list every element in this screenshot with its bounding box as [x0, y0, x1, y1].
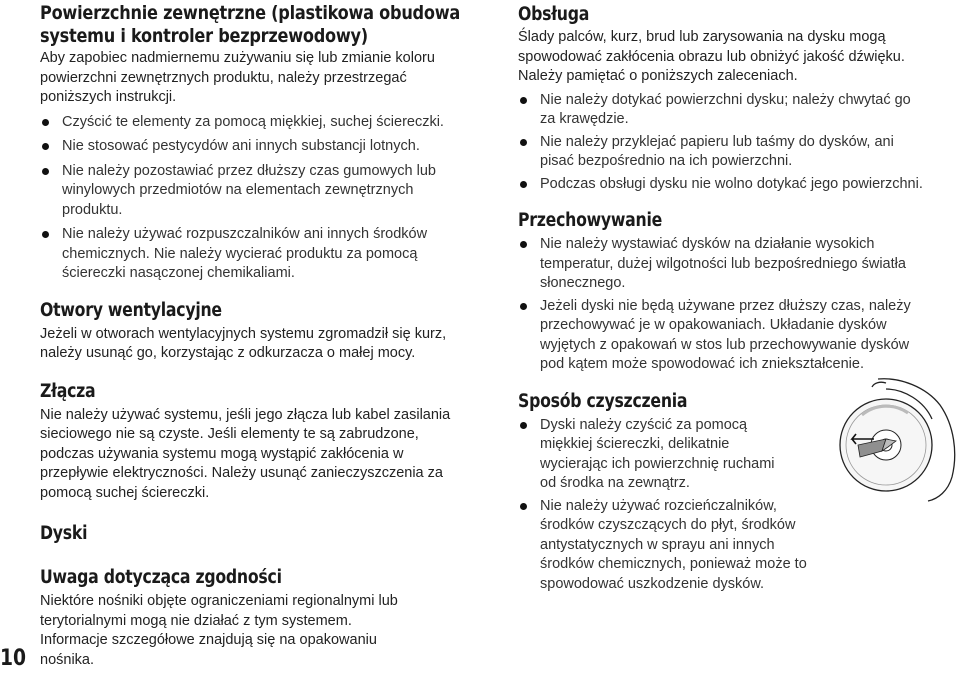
bullet-icon [520, 503, 527, 510]
list-item: Dyski należy czyścić za pomocą miękkiej ściereczki, delikatnie wycierając ich powierzchnię ruchami od środka na zewnątrz. [518, 416, 790, 494]
bullet-icon [520, 422, 527, 429]
exterior-heading-line-2: systemu i kontroler bezprzewodowy) [40, 25, 368, 47]
list-item: Nie należy przyklejać papieru lub taśmy do dysków, ani pisać bezpośrednio na ich powierzchni. [518, 133, 925, 172]
list-item: Nie należy pozostawiać przez dłuższy czas gumowych lub winylowych przedmiotów na elementach zewnętrznych produktu. [40, 162, 455, 221]
list-item: Nie należy dotykać powierzchni dysku; należy chwytać go za krawędzie. [518, 91, 925, 130]
bullet-icon [42, 231, 49, 238]
exterior-surfaces-heading [40, 2, 461, 48]
handling-bullet-list [518, 91, 943, 195]
exterior-heading-line-1: Powierzchnie zewnętrzne (plastikowa obudowa [40, 2, 461, 24]
list-item: Jeżeli dyski nie będą używane przez dłuższy czas, należy przechowywać je w opakowaniach. Układanie dysków wyjętych z opakowań w stos lub przechowywanie dysków pod kątem może spowodować ich zniekształcenie. [518, 297, 923, 375]
bullet-icon [520, 97, 527, 104]
list-item: Podczas obsługi dysku nie wolno dotykać jego powierzchni. [518, 175, 943, 195]
discs-heading: Dyski [40, 523, 88, 544]
bullet-icon [42, 119, 49, 126]
handling-text: Ślady palców, kurz, brud lub zarysowania na dysku mogą spowodować zakłócenia obrazu lub obniżyć jakość dźwięku. Należy pamiętać o poniższych zaleceniach. [518, 29, 905, 84]
list-item: Nie należy używać rozcieńczalników, środków czyszczących do płyt, środków antystatycznych w sprayu ani innych środków chemicznych, ponieważ może to spowodować uszkodzenie dysków. [518, 497, 810, 595]
cleaning-heading: Sposób czyszczenia [518, 390, 688, 412]
storage-heading: Przechowywanie [518, 210, 663, 231]
handling-heading: Obsługa [518, 4, 590, 25]
left-column [40, 0, 480, 670]
bullet-icon [520, 303, 527, 310]
exterior-bullet-list [40, 113, 455, 284]
bullet-icon [520, 139, 527, 146]
storage-bullet-list [518, 235, 923, 375]
exterior-intro-text: Aby zapobiec nadmiernemu zużywaniu się lub zmianie koloru powierzchni zewnętrznych produktu, należy przestrzegać poniższych instrukcji. [40, 50, 435, 105]
bullet-icon [42, 143, 49, 150]
bullet-icon [42, 168, 49, 175]
page-number: 10 [0, 646, 27, 671]
connectors-heading: Złącza [40, 380, 96, 402]
bullet-icon [520, 241, 527, 248]
compatibility-text: Niektóre nośniki objęte ograniczeniami regionalnymi lub terytorialnymi mogą nie działać z tym systemem. Informacje szczegółowe znajdują się na opakowaniu nośnika. [40, 593, 398, 668]
connectors-text: Nie należy używać systemu, jeśli jego złącza lub kabel zasilania sieciowego nie są czyste. Jeśli elementy te są zabrudzone, podczas używania systemu mogą wystąpić zakłócenia w przepływie elektryczności. Należy usunąć zanieczyszczenia za pomocą suchej ściereczki. [40, 406, 451, 501]
list-item: Nie stosować pestycydów ani innych substancji lotnych. [40, 137, 455, 157]
vents-heading: Otwory wentylacyjne [40, 299, 222, 321]
disc-cleaning-illustration [808, 375, 958, 505]
cleaning-bullet-list [518, 416, 807, 595]
vents-text: Jeżeli w otworach wentylacyjnych systemu zgromadził się kurz, należy usunąć go, korzystając z odkurzacza o małej mocy. [40, 325, 447, 361]
bullet-icon [520, 181, 527, 188]
list-item: Nie należy wystawiać dysków na działanie wysokich temperatur, dużej wilgotności lub bezpośredniego światła słonecznego. [518, 235, 930, 294]
list-item: Nie należy używać rozpuszczalników ani innych środków chemicznych. Nie należy wycierać produktu za pomocą ściereczki nasączonej chemikaliami. [40, 225, 455, 284]
compatibility-heading: Uwaga dotycząca zgodności [40, 567, 282, 588]
list-item: Czyścić te elementy za pomocą miękkiej, suchej ściereczki. [40, 113, 455, 133]
